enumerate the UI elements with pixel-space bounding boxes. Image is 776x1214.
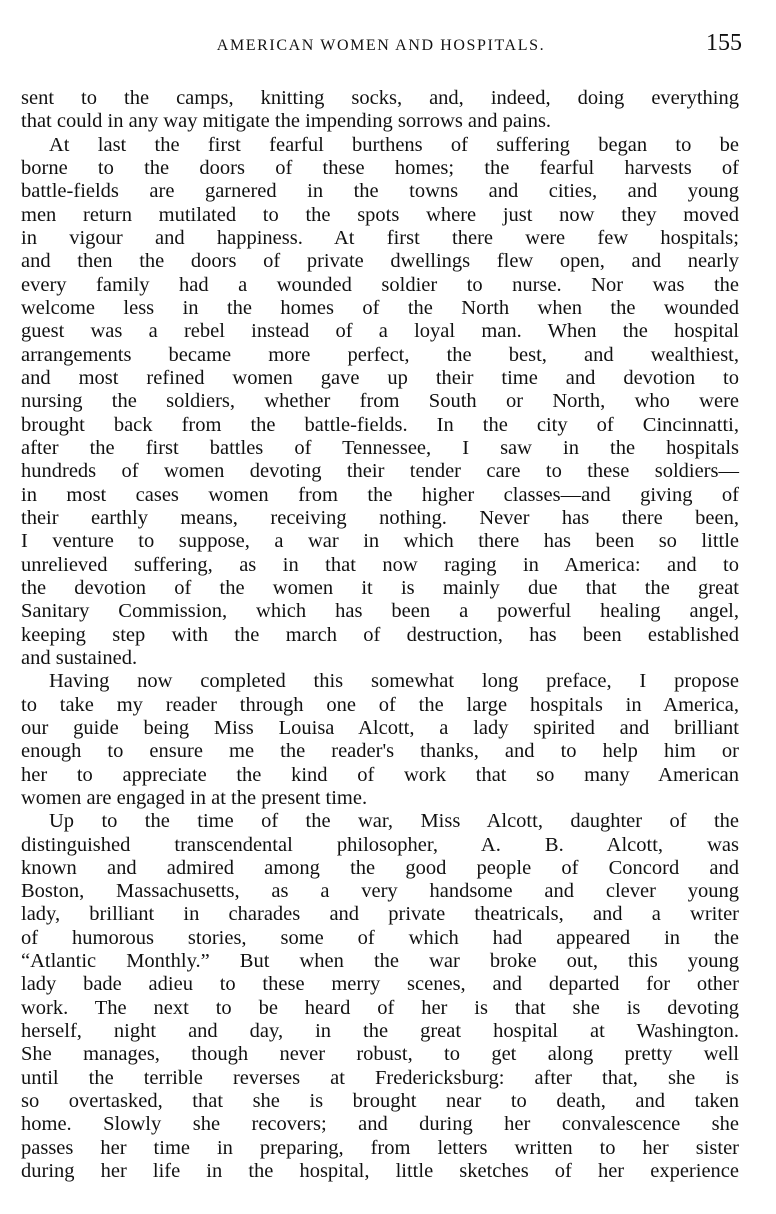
running-title: AMERICAN WOMEN AND HOSPITALS. <box>216 37 546 54</box>
text-line: She manages, though never robust, to get along pretty well <box>21 1043 739 1066</box>
text-line: work. The next to be heard of her is that she is devoting <box>21 996 739 1019</box>
text-line: known and admired among the good people of Concord and <box>21 856 739 879</box>
text-line: our guide being Miss Louisa Alcott, a lady spirited and brilliant <box>21 716 739 739</box>
text-line: the devotion of the women it is mainly due that the great <box>21 576 739 599</box>
text-line: their earthly means, receiving nothing. Never has there been, <box>21 506 739 529</box>
text-line: and most refined women gave up their time and devotion to <box>21 366 739 389</box>
text-line: herself, night and day, in the great hospital at Washington. <box>21 1020 739 1043</box>
text-line: of humorous stories, some of which had appeared in the <box>21 926 739 949</box>
text-line: nursing the soldiers, whether from South or North, who were <box>21 390 739 413</box>
text-line: battle-fields are garnered in the towns and cities, and young <box>21 180 739 203</box>
text-line: keeping step with the march of destruction, has been established <box>21 623 739 646</box>
text-line: Boston, Massachusetts, as a very handsome and clever young <box>21 880 739 903</box>
text-line: lady bade adieu to these merry scenes, and departed for other <box>21 973 739 996</box>
text-line: I venture to suppose, a war in which there has been so little <box>21 530 739 553</box>
text-line: and then the doors of private dwellings flew open, and nearly <box>21 250 739 273</box>
text-line: in vigour and happiness. At first there were few hospitals; <box>21 226 739 249</box>
body-text <box>21 87 739 1183</box>
text-line: distinguished transcendental philosopher, A. B. Alcott, was <box>21 833 739 856</box>
text-line: after the first battles of Tennessee, I saw in the hospitals <box>21 436 739 459</box>
text-line: arrangements became more perfect, the best, and wealthiest, <box>21 343 739 366</box>
text-line: home. Slowly she recovers; and during her convalescence she <box>21 1113 739 1136</box>
text-line: to take my reader through one of the large hospitals in America, <box>21 693 739 716</box>
text-line: her to appreciate the kind of work that so many American <box>21 763 739 786</box>
running-head <box>20 30 742 62</box>
text-line: Up to the time of the war, Miss Alcott, daughter of the <box>49 810 739 833</box>
text-line: unrelieved suffering, as in that now raging in America: and to <box>21 553 739 576</box>
text-line: in most cases women from the higher classes—and giving of <box>21 483 739 506</box>
text-line: that could in any way mitigate the impending sorrows and pains. <box>21 110 552 133</box>
text-line: until the terrible reverses at Fredericksburg: after that, she is <box>21 1066 739 1089</box>
text-line: every family had a wounded soldier to nurse. Nor was the <box>21 273 739 296</box>
text-line: welcome less in the homes of the North when the wounded <box>21 296 739 319</box>
text-line: enough to ensure me the reader's thanks, and to help him or <box>21 740 739 763</box>
text-line: At last the first fearful burthens of suffering began to be <box>49 133 739 156</box>
text-line: borne to the doors of these homes; the fearful harvests of <box>21 156 739 179</box>
text-line: hundreds of women devoting their tender care to these soldiers— <box>21 460 739 483</box>
text-line: sent to the camps, knitting socks, and, indeed, doing everything <box>21 87 739 109</box>
text-line: Sanitary Commission, which has been a powerful healing angel, <box>21 600 739 623</box>
text-line: “Atlantic Monthly.” But when the war broke out, this young <box>21 950 739 973</box>
text-line: guest was a rebel instead of a loyal man. When the hospital <box>21 320 739 343</box>
text-line: Having now completed this somewhat long preface, I propose <box>49 670 739 693</box>
text-line: so overtasked, that she is brought near to death, and taken <box>21 1090 739 1113</box>
text-line: during her life in the hospital, little sketches of her experience <box>21 1160 739 1183</box>
text-line: passes her time in preparing, from letters written to her sister <box>21 1136 739 1159</box>
page-number: 155 <box>706 30 742 56</box>
text-line: and sustained. <box>21 646 138 669</box>
text-line: brought back from the battle-fields. In the city of Cincinnatti, <box>21 413 739 436</box>
text-line: women are engaged in at the present time. <box>21 786 368 809</box>
text-line: lady, brilliant in charades and private theatricals, and a writer <box>21 903 739 926</box>
text-line: men return mutilated to the spots where just now they moved <box>21 203 739 226</box>
